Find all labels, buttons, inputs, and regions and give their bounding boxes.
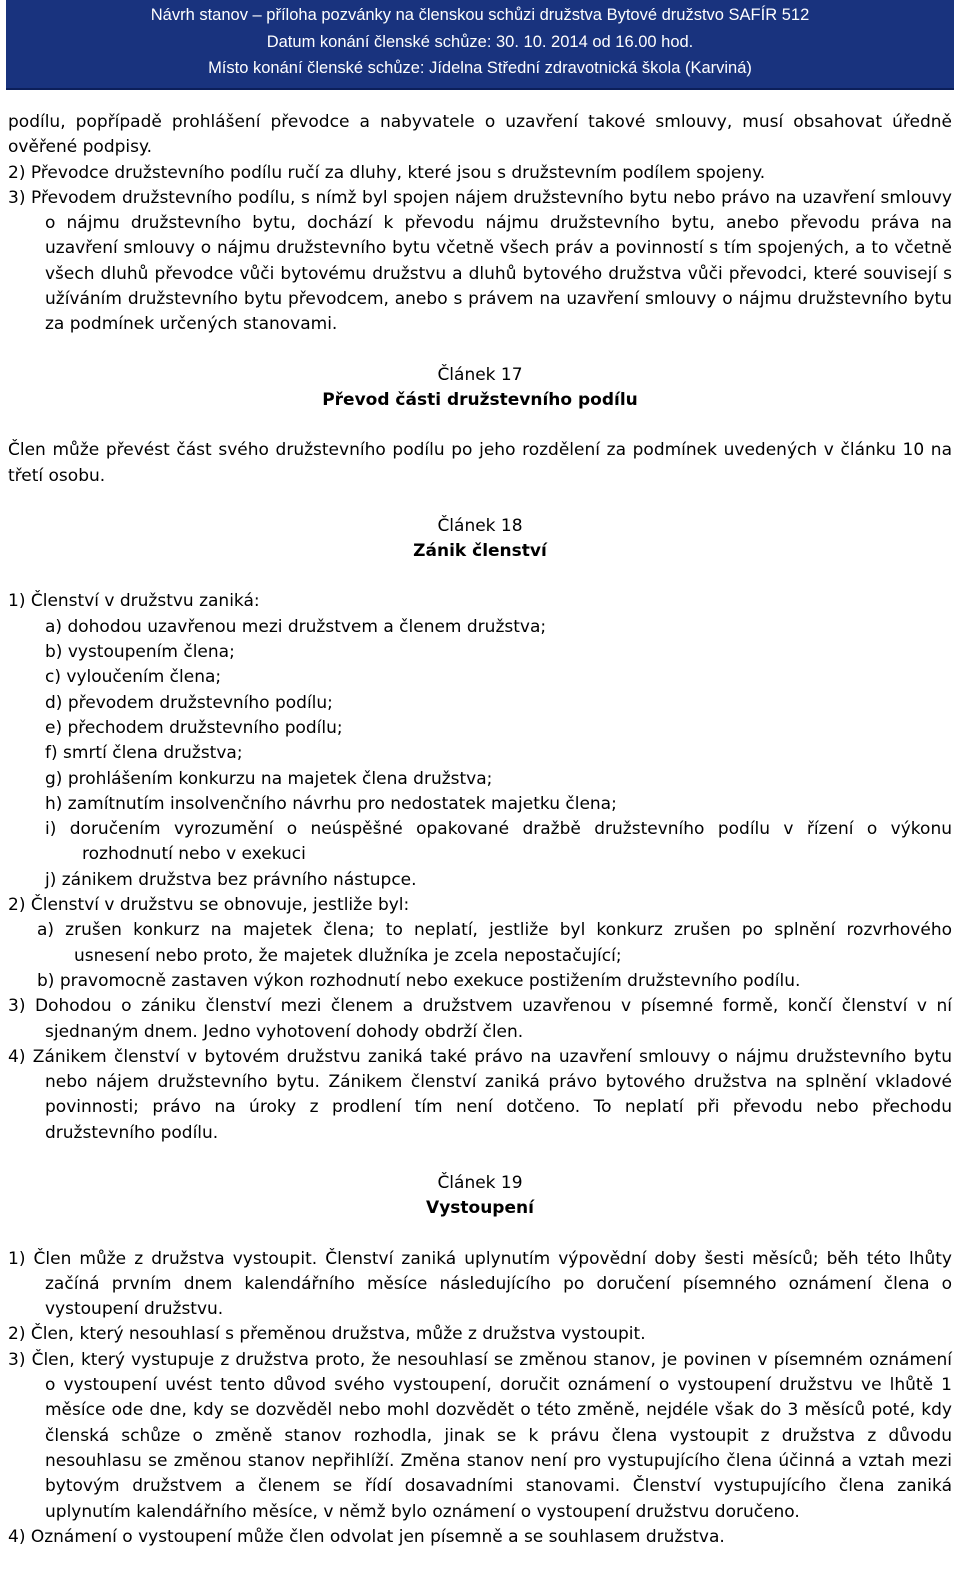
list-item: a) dohodou uzavřenou mezi družstvem a členem družstva;	[45, 616, 547, 637]
list-item: g) prohlášením konkurzu na majetek člena družstva;	[45, 768, 493, 789]
article-17-text: Člen může převést část svého družstevního podílu po jeho rozdělení za podmínek uvedených v článku 10 na třetí osobu.	[8, 440, 952, 486]
article-19-title: Vystoupení	[426, 1198, 534, 1219]
intro-paragraph-2: 2) Převodce družstevního podílu ručí za dluhy, které jsou s družstevním podílem spojeny.	[8, 162, 766, 183]
list-item: d) převodem družstevního podílu;	[45, 692, 333, 713]
list-item: b) vystoupením člena;	[45, 642, 235, 663]
article-18-paragraph-4: 4) Zánikem členství v bytovém družstvu zaniká také právo na uzavření smlouvy o nájmu družstevního bytu nebo nájem družstevního bytu. Zánikem členství zaniká právo bytového družstva na splnění vkladové povinnosti; právo na úroky z prodlení tím není dotčeno. To neplatí při převodu nebo přechodu družstevního podílu.	[8, 1046, 952, 1143]
intro-paragraph-3: 3) Převodem družstevního podílu, s nímž byl spojen nájem družstevního bytu nebo právo na uzavření smlouvy o nájmu družstevního bytu, dochází k převodu nájmu družstevního bytu, anebo převodu práva na uzavření smlouvy o nájmu družstevního bytu včetně všech práv a povinností s tím spojených, a to včetně všech dluhů převodce vůči bytovému družstvu a dluhů bytového družstva vůči převodci, které souvisejí s užíváním družstevního bytu převodcem, anebo s právem na uzavření smlouvy o nájmu družstevního bytu za podmínek určených stanovami.	[8, 187, 952, 335]
article-19-number: Článek 19	[437, 1172, 523, 1193]
document-body	[8, 110, 952, 1550]
article-18-paragraph-1: 1) Členství v družstvu zaniká:	[8, 591, 260, 612]
article-17-title: Převod části družstevního podílu	[322, 389, 638, 410]
article-17-number: Článek 17	[437, 364, 523, 385]
list-item: b) pravomocně zastaven výkon rozhodnutí nebo exekuce postižením družstevního podílu.	[37, 970, 801, 991]
header-line-3: Místo konání členské schůze: Jídelna Střední zdravotnická škola (Karviná)	[208, 59, 752, 77]
list-item: i) doručením vyrozumění o neúspěšné opakované dražbě družstevního podílu v řízení o výkonu rozhodnutí nebo v exekuci	[45, 819, 952, 865]
list-item: c) vyloučením člena;	[45, 667, 222, 688]
article-18-paragraph-2: 2) Členství v družstvu se obnovuje, jestliže byl:	[8, 895, 410, 916]
list-item: h) zamítnutím insolvenčního návrhu pro nedostatek majetku člena;	[45, 793, 617, 814]
document-header	[6, 0, 954, 90]
article-19-paragraph-1: 1) Člen může z družstva vystoupit. Členství zaniká uplynutím výpovědní doby šesti měsíců; běh této lhůty začíná prvním dnem kalendářního měsíce následujícího po doručení písemného oznámení člena o vystoupení družstvu.	[8, 1248, 952, 1320]
article-19-paragraph-2: 2) Člen, který nesouhlasí s přeměnou družstva, může z družstva vystoupit.	[8, 1324, 646, 1345]
article-18-number: Článek 18	[437, 515, 523, 536]
article-19-paragraph-4: 4) Oznámení o vystoupení může člen odvolat jen písemně a se souhlasem družstva.	[8, 1526, 725, 1547]
list-item: f) smrtí člena družstva;	[45, 743, 243, 764]
header-line-2: Datum konání členské schůze: 30. 10. 2014 od 16.00 hod.	[266, 32, 694, 51]
list-item: a) zrušen konkurz na majetek člena; to neplatí, jestliže byl konkurz zrušen po splnění rozvrhového usnesení nebo proto, že majetek dlužníka je zcela nepostačující;	[37, 920, 952, 966]
list-item: e) přechodem družstevního podílu;	[45, 717, 343, 738]
continued-paragraph: podílu, popřípadě prohlášení převodce a nabyvatele o uzavření takové smlouvy, musí obsahovat úředně ověřené podpisy.	[8, 112, 952, 158]
list-item: j) zánikem družstva bez právního nástupce.	[45, 869, 417, 890]
header-line-1: Návrh stanov – příloha pozvánky na členskou schůzi družstva Bytové družstvo SAFÍR 512	[150, 6, 810, 24]
article-19-paragraph-3: 3) Člen, který vystupuje z družstva proto, že nesouhlasí se změnou stanov, je povinen v písemném oznámení o vystoupení uvést tento důvod svého vystoupení, doručit oznámení o vystoupení družstvu ve lhůtě 1 měsíce ode dne, kdy se dozvěděl nebo mohl dozvědět o této změně, nejdéle však do 3 měsíců poté, kdy členská schůze o změně stanov rozhodla, jinak se k právu člena vystoupit z družstva z důvodu nesouhlasu se změnou stanov nepřihlíží. Změna stanov není pro vystupujícího člena účinná a vztah mezi bytovým družstvem a členem se řídí dosavadními stanovami. Členství vystupujícího člena zaniká uplynutím kalendářního měsíce, v němž bylo oznámení o vystoupení družstvu doručeno.	[8, 1349, 952, 1522]
article-18-paragraph-3: 3) Dohodou o zániku členství mezi členem a družstvem uzavřenou v písemné formě, končí členství v ní sjednaným dnem. Jedno vyhotovení dohody obdrží člen.	[8, 996, 952, 1042]
article-18-title: Zánik členství	[413, 541, 547, 562]
